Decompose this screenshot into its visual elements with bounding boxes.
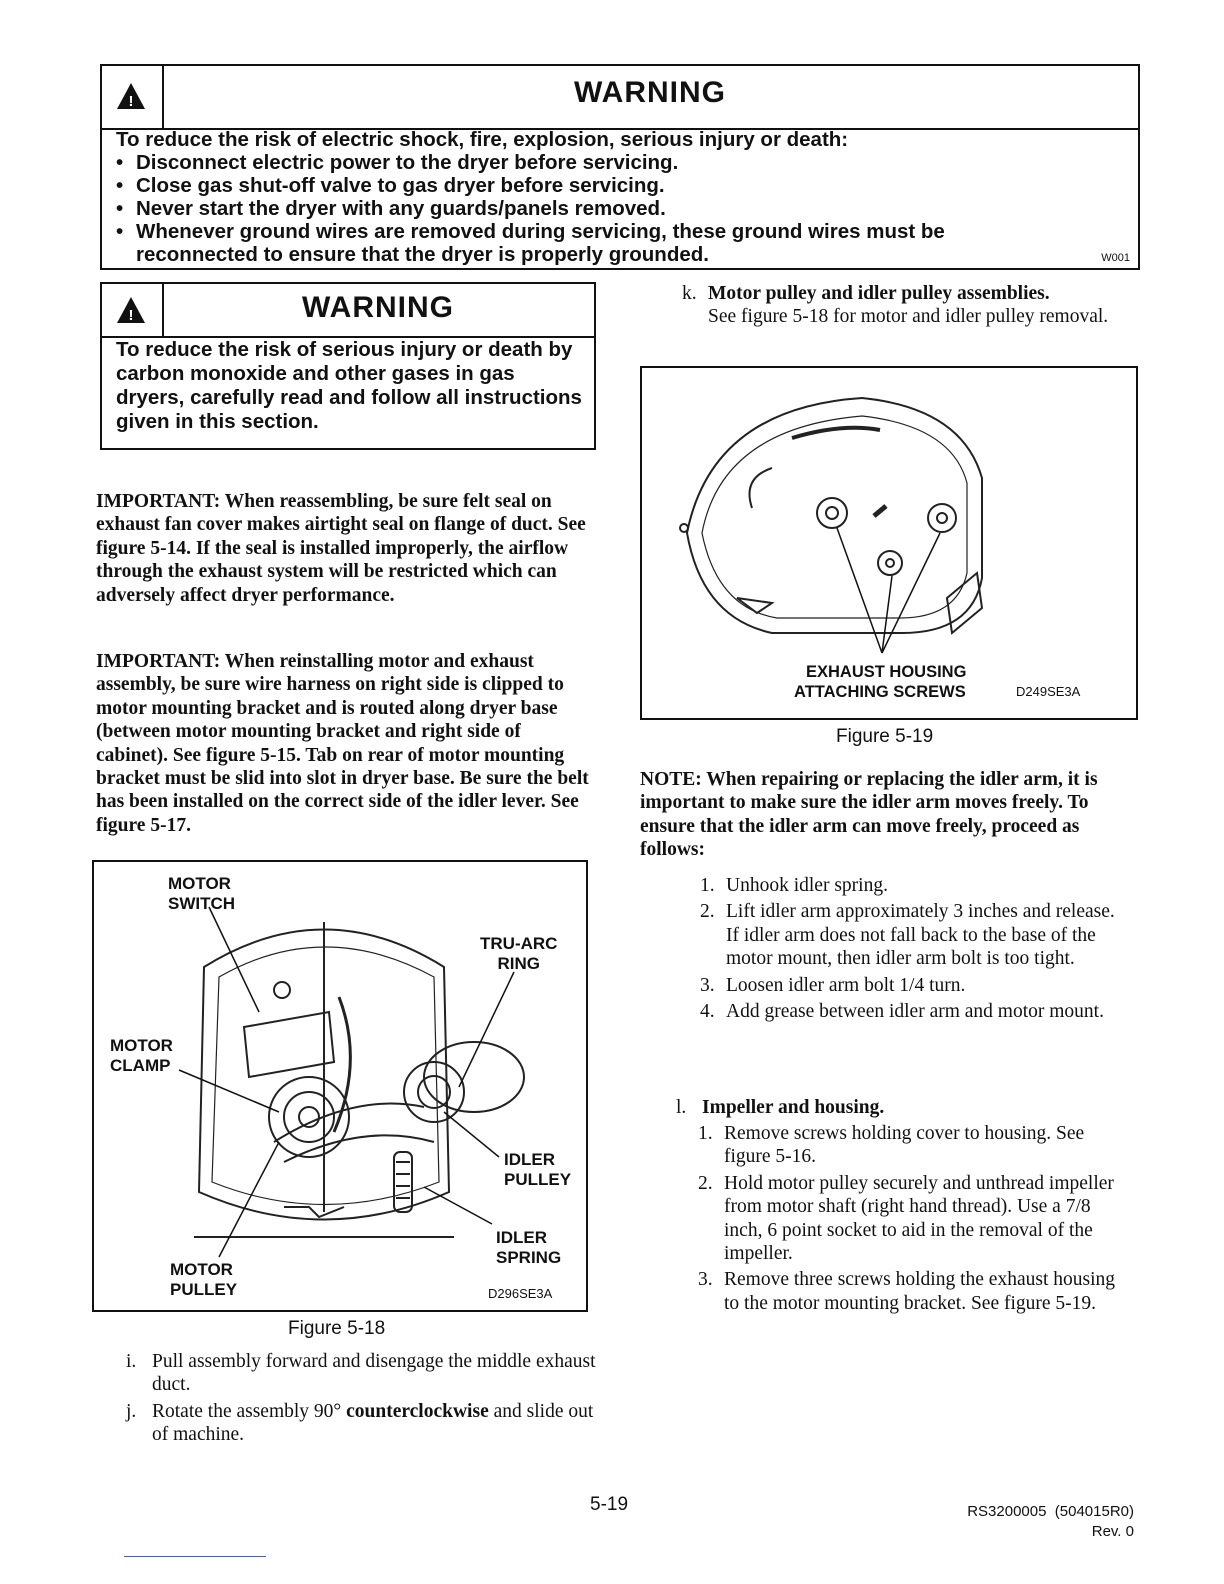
figure-code: D296SE3A bbox=[488, 1286, 553, 1301]
impeller-steps-list bbox=[698, 1122, 1130, 1315]
list-item: 1. Remove screws holding cover to housing. See figure 5-16. bbox=[698, 1123, 1085, 1168]
list-item: 2. Lift idler arm approximately 3 inches and release. If idler arm does not fall back to the base of the motor mount, then idler arm bolt is too tight. bbox=[700, 901, 1115, 970]
label-idler-pulley: IDLER PULLEY bbox=[504, 1150, 572, 1189]
warning-bullet: • Never start the dryer with any guards/panels removed. bbox=[116, 197, 1128, 220]
note-idler-arm: NOTE: When repairing or replacing the idler arm, it is important to make sure the idler arm moves freely. To ensure that the idler arm can move freely, proceed as follows: bbox=[640, 769, 1098, 861]
warning-code: W001 bbox=[1101, 252, 1130, 264]
footer-rule bbox=[124, 1556, 266, 1557]
label-motor-clamp: MOTOR CLAMP bbox=[110, 1036, 173, 1075]
note-steps-list bbox=[700, 874, 1130, 1023]
warning-header bbox=[102, 66, 1138, 130]
figure-code: D249SE3A bbox=[1016, 684, 1081, 699]
warning-box-top bbox=[100, 64, 1140, 270]
warning-intro: To reduce the risk of electric shock, fire, explosion, serious injury or death: bbox=[116, 128, 849, 151]
warning-body bbox=[116, 128, 1128, 266]
warning-bullet: • Close gas shut-off valve to gas dryer before servicing. bbox=[116, 174, 1128, 197]
step-l-title: Impeller and housing. bbox=[702, 1097, 885, 1118]
svg-text:!: ! bbox=[128, 307, 134, 324]
important-note-seal: IMPORTANT: When reassembling, be sure felt seal on exhaust fan cover makes airtight seal on flange of duct. See figure 5-14. If the seal is installed improperly, the airflow through the exhaust system will be restricted which can adversely affect dryer performance. bbox=[96, 491, 586, 606]
step-j: j. Rotate the assembly 90° counterclockwise and slide out of machine. bbox=[126, 1401, 594, 1446]
label-idler-spring: IDLER SPRING bbox=[496, 1228, 562, 1267]
list-item: 4. Add grease between idler arm and motor mount. bbox=[700, 1001, 1104, 1023]
step-k-text: See figure 5-18 for motor and idler pulley removal. bbox=[708, 306, 1109, 328]
list-item: 2. Hold motor pulley securely and unthread impeller from motor shaft (right hand thread). Use a 7/8 inch, 6 point socket to aid in the removal of the impeller. bbox=[698, 1172, 1114, 1265]
warning-title: WARNING bbox=[574, 76, 726, 109]
step-k: k. Motor pulley and idler pulley assemblies. See figure 5-18 for motor and idler pulley removal. bbox=[682, 283, 1109, 328]
warning-bullet: • Whenever ground wires are removed during servicing, these ground wires must be reconnected to ensure that the dryer is properly grounded. bbox=[116, 220, 1016, 266]
figure-5-19 bbox=[640, 366, 1138, 720]
list-item: 1. Unhook idler spring. bbox=[700, 875, 888, 896]
warning-bullet: • Disconnect electric power to the dryer before servicing. bbox=[116, 151, 1128, 174]
list-item: 3. Loosen idler arm bolt 1/4 turn. bbox=[700, 974, 966, 996]
label-exhaust-housing: EXHAUST HOUSING bbox=[806, 663, 967, 681]
figure-5-18 bbox=[92, 860, 588, 1312]
label-motor-switch: MOTOR SWITCH bbox=[168, 874, 236, 913]
important-note-reinstall: IMPORTANT: When reinstalling motor and exhaust assembly, be sure wire harness on right side is clipped to motor mounting bracket and is routed along dryer base (between motor mounting bracket and right side of cabinet). See figure 5-15. Tab on rear of motor mounting bracket must be slid into slot in dryer base. Be sure the belt has been installed on the correct side of the idler lever. See figure 5-17. bbox=[96, 651, 589, 836]
list-item: 3. Remove three screws holding the exhaust housing to the motor mounting bracket. See figure 5-19. bbox=[698, 1269, 1115, 1314]
warning-title: WARNING bbox=[302, 291, 454, 324]
footer-doc: RS3200005 (504015R0) Rev. 0 bbox=[967, 1503, 1134, 1540]
svg-text:!: ! bbox=[128, 93, 134, 110]
step-k-title: Motor pulley and idler pulley assemblies. bbox=[708, 283, 1050, 304]
warning-header bbox=[102, 284, 594, 338]
warning-body: To reduce the risk of serious injury or death by carbon monoxide and other gases in gas dryers, carefully read and follow all instructions given in this section. bbox=[116, 338, 582, 433]
figure-caption: Figure 5-19 bbox=[836, 726, 934, 747]
figure-caption: Figure 5-18 bbox=[288, 1318, 386, 1339]
warning-box-co bbox=[100, 282, 596, 450]
warning-triangle-icon bbox=[102, 66, 164, 128]
label-tru-arc-ring: TRU-ARC RING bbox=[480, 934, 558, 973]
label-attaching-screws: ATTACHING SCREWS bbox=[794, 683, 966, 701]
step-i: i. Pull assembly forward and disengage the middle exhaust duct. bbox=[126, 1351, 596, 1396]
warning-triangle-icon bbox=[102, 284, 164, 336]
label-motor-pulley: MOTOR PULLEY bbox=[170, 1260, 238, 1299]
step-l: l. Impeller and housing. bbox=[676, 1097, 885, 1118]
page-number: 5-19 bbox=[590, 1494, 629, 1515]
